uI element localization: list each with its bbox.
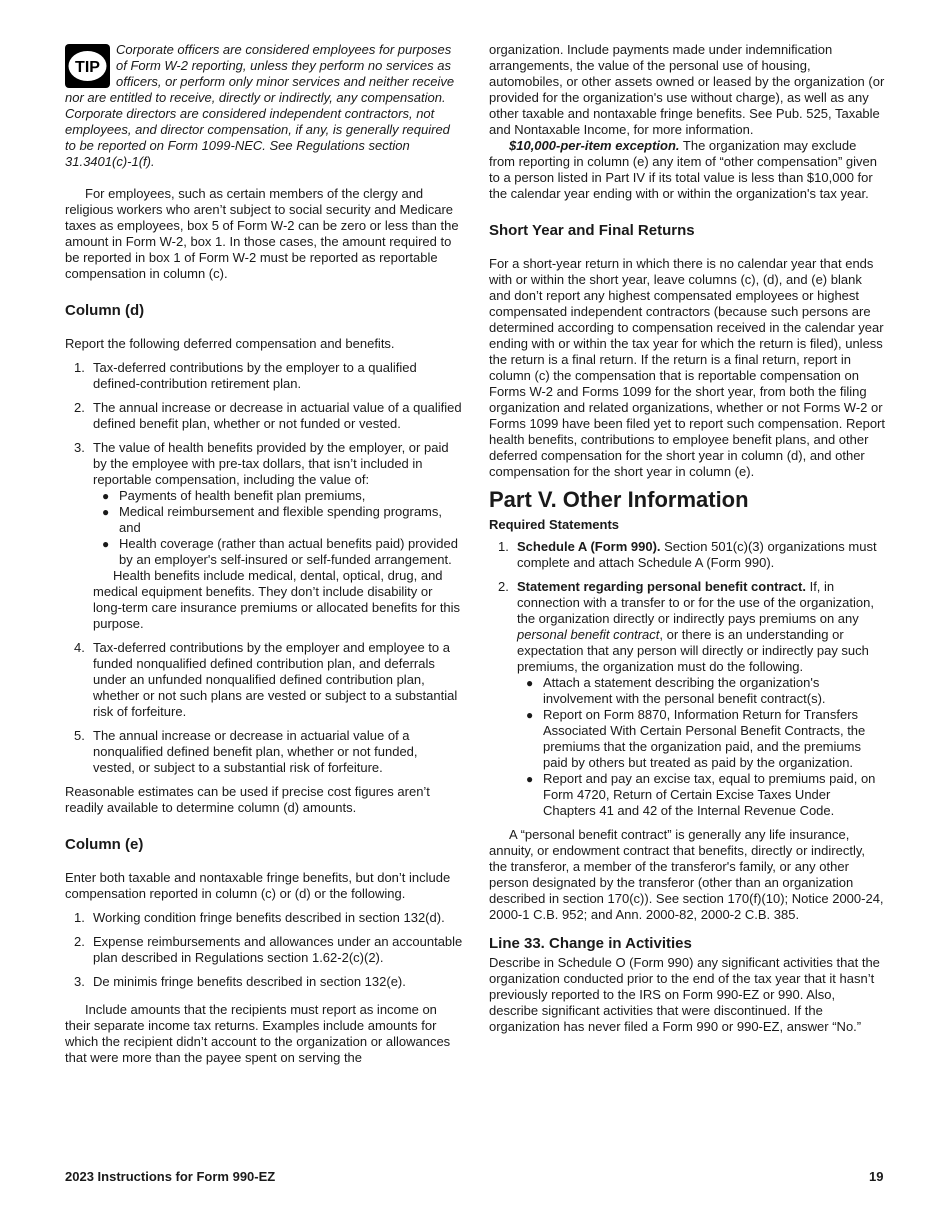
bullet-item: ● Medical reimbursement and flexible spending programs, and bbox=[102, 504, 442, 535]
list-item: 5. The annual increase or decrease in actuarial value of a nonqualified defined benefit plan, whether or not funded, vested, or subject to a substantial risk of forfeiture. bbox=[74, 728, 418, 775]
health-benefits-bullets bbox=[93, 488, 463, 568]
bullet-item: ● Payments of health benefit plan premiums, bbox=[102, 488, 366, 503]
required-statements-heading: Required Statements bbox=[489, 517, 620, 532]
list-item: 2. Statement regarding personal benefit contract. If, in connection with a transfer to or for the use of the organization, the organization directly or indirectly pays premiums on any personal benefit contract, or there is an understanding or expectation that any person will directly or indirectly pay such premiums, the organization must do the following. ● Attach a statement describing the organization's involvement with the personal benefit contract(s). ● Report on Form 8870, Information Return for Transfers Associated With Certain Personal Benefit Contracts, the premiums that the organization paid, and the premiums paid by others but treated as paid by the organization. ● Report and pay an excise tax, equal to premiums paid, on Form 4720, Return of Certain Excise Taxes Under Chapters 41 and 42 of the Internal Revenue Code. bbox=[489, 579, 885, 819]
line-33-text: Describe in Schedule O (Form 990) any significant activities that the organization conducted prior to the end of the tax year that it hasn’t previously reported to the IRS on Form 990-EZ or 990. Also, describe significant activities that were discontinued. If the organization has never filed a Form 990 or 990-EZ, answer “No.” bbox=[489, 955, 880, 1034]
list-item: 3. De minimis fringe benefits described in section 132(e). bbox=[74, 974, 406, 989]
tip-block bbox=[65, 42, 463, 170]
list-item: 2. The annual increase or decrease in actuarial value of a qualified defined benefit plan, whether or not funded or vested. bbox=[74, 400, 462, 431]
list-item: 4. Tax-deferred contributions by the employer and employee to a funded nonqualified defined contribution plan, and deferrals under an unfunded nonqualified defined contribution plan, whether or not such plans are vested or subject to a substantial risk of forfeiture. bbox=[74, 640, 458, 719]
tip-icon bbox=[65, 44, 110, 88]
exception-paragraph: $10,000-per-item exception. The organization may exclude from reporting in column (e) any item of “other compensation” given to a person listed in Part IV if its total value is less than $10,000 for the calendar year ending with or within the organization's tax year. bbox=[489, 138, 878, 201]
column-d-intro: Report the following deferred compensation and benefits. bbox=[65, 336, 395, 351]
list-item: 1. Schedule A (Form 990). Section 501(c)(3) organizations must complete and attach Schedule A (Form 990). bbox=[498, 539, 877, 570]
list-item: 1. Working condition fringe benefits described in section 132(d). bbox=[74, 910, 445, 925]
left-column bbox=[65, 42, 463, 1066]
tip-icon-label: TIP bbox=[75, 59, 100, 76]
page-number: 19 bbox=[869, 1169, 884, 1184]
list-item: 2. Expense reimbursements and allowances under an accountable plan described in Regulations section 1.62-2(c)(2). bbox=[74, 934, 463, 965]
health-benefits-note: Health benefits include medical, dental, optical, drug, and medical equipment benefits. They don’t include disability or long-term care insurance premiums or allocated benefits for this purpose. bbox=[93, 568, 461, 631]
list-item: 1. Tax-deferred contributions by the employer to a qualified defined-contribution retirement plan. bbox=[74, 360, 417, 391]
personal-benefit-bullets bbox=[517, 675, 885, 819]
continued-paragraph: organization. Include payments made under indemnification arrangements, the value of the personal use of housing, automobiles, or other assets owned or leased by the organization (or provided for the organization's use without charge), as well as any other taxable and nontaxable fringe benefits. See Pub. 525, Taxable and Nontaxable Income, for more information. bbox=[489, 42, 885, 137]
employees-paragraph: For employees, such as certain members of the clergy and religious workers who aren’t subject to social security and Medicare taxes as employees, box 5 of Form W-2 can be zero or less than the amount in Form W-2, box 1. In those cases, the amount required to be reported in box 1 of Form W-2 must be reported as reportable compensation in column (c). bbox=[65, 186, 459, 281]
tip-text: Corporate officers are considered employees for purposes of Form W-2 reporting, unless they perform no services as officers, or perform only minor services and neither receive nor are entitled to receive, directly or indirectly, any compensation. Corporate directors are considered independent contractors, not employees, and director compensation, if any, is generally required to be reported on Form 1099-NEC. See Regulations section 31.3401(c)-1(f). bbox=[65, 42, 455, 169]
part-v-heading: Part V. Other Information bbox=[489, 487, 749, 512]
include-amounts-paragraph: Include amounts that the recipients must report as income on their separate income tax returns. Examples include amounts for which the recipient didn’t account to the organization or allowances that were more than the payee spent on serving the bbox=[65, 1002, 451, 1065]
column-e-list bbox=[65, 910, 463, 990]
personal-benefit-contract-paragraph: A “personal benefit contract” is generally any life insurance, annuity, or endowment contract that benefits, directly or indirectly, the transferor, a member of the transferor's family, or any other person designated by the transferor (other than an organization described in section 170(c)). See section 170(f)(10); Notice 2000-24, 2000-1 C.B. 952; and Ann. 2000-82, 2000-2 C.B. 385. bbox=[489, 827, 884, 922]
bullet-item: ● Health coverage (rather than actual benefits paid) provided by an employer's self-insured or self-funded arrangement. bbox=[102, 536, 458, 567]
bullet-item: ● Report on Form 8870, Information Return for Transfers Associated With Certain Personal Benefit Contracts, the premiums that the organization paid, and the premiums paid by others but treated as paid by the organization. bbox=[526, 707, 866, 770]
line-33-heading: Line 33. Change in Activities bbox=[489, 935, 692, 952]
bullet-item: ● Report and pay an excise tax, equal to premiums paid, on Form 4720, Return of Certain Excise Taxes Under Chapters 41 and 42 of the Internal Revenue Code. bbox=[526, 771, 876, 818]
column-e-intro: Enter both taxable and nontaxable fringe benefits, but don’t include compensation reported in column (c) or (d) or the following. bbox=[65, 870, 451, 901]
list-item: 3. The value of health benefits provided by the employer, or paid by the employee with pre-tax dollars, that isn’t included in reportable compensation, including the value of: ● Payments of health benefit plan premiums, ● Medical reimbursement and flexible spending programs, and ● Health coverage (rather than actual benefits paid) provided by an employer's self-insured or self-funded arrangement. Health benefits include medical, dental, optical, drug, and medical equipment benefits. They don’t include disability or long-term care insurance premiums or allocated benefits for this purpose. bbox=[65, 440, 463, 632]
column-d-estimates: Reasonable estimates can be used if precise cost figures aren’t readily available to determine column (d) amounts. bbox=[65, 784, 430, 815]
bullet-item: ● Attach a statement describing the organization's involvement with the personal benefit contract(s). bbox=[526, 675, 826, 706]
column-d-list bbox=[65, 360, 463, 776]
footer-title: 2023 Instructions for Form 990-EZ bbox=[65, 1169, 276, 1184]
short-year-heading: Short Year and Final Returns bbox=[489, 222, 695, 239]
column-e-heading: Column (e) bbox=[65, 836, 144, 853]
short-year-text: For a short-year return in which there is no calendar year that ends with or within the short year, leave columns (c), (d), and (e) blank and don’t report any highest compensated employees or highest compensated independent contractors (because such persons are determined according to compensation received in the calendar year ending with or within the tax year for which the return is filed), unless the return is a final return. If the return is a final return, report in column (c) the compensation that is reportable compensation on Forms W-2 and Forms 1099 for the short year, from both the filing organization and related organizations, whether or not Forms W-2 or Forms 1099 have been filed yet to report such compensation. Report health benefits, contributions to employee benefit plans, and other deferred compensation for the short year in column (d), and other compensation for the short year in column (e). bbox=[489, 256, 885, 479]
exception-label: $10,000-per-item exception. bbox=[509, 138, 680, 153]
column-d-heading: Column (d) bbox=[65, 302, 145, 319]
right-column bbox=[489, 42, 885, 1035]
required-statements-list bbox=[489, 539, 885, 819]
